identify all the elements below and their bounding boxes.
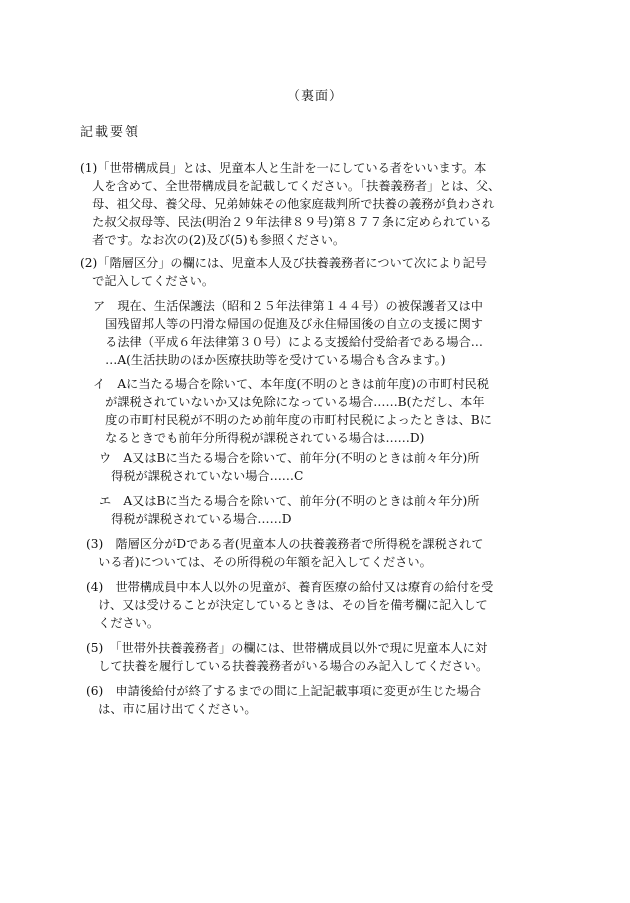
instruction-line: ください。 — [86, 616, 160, 630]
instruction-line: いる者)については、その所得税の年額を記入してください。 — [86, 555, 432, 569]
instruction-line: エ A又はBに当たる場合を除いて、前年分(不明のときは前々年分)所 — [99, 494, 480, 508]
instruction-line: (6) 申請後給付が終了するまでの間に上記記載事項に変更が生じた場合 — [86, 684, 482, 698]
instruction-line: 者です。なお次の(2)及び(5)も参照ください。 — [80, 233, 346, 247]
instruction-item-1 — [80, 159, 500, 249]
instruction-line: 得税が課税されている場合……D — [99, 512, 292, 526]
instructions-heading: 記載要領 — [80, 125, 141, 140]
instruction-line: 度の市町村民税が不明のため前年度の市町村民税によったときは、Bに — [93, 413, 492, 427]
instruction-line: 人を含めて、全世帯構成員を記載してください。「扶養義務者」とは、父、 — [80, 179, 501, 193]
instruction-item-2-u — [99, 449, 479, 485]
instruction-item-5 — [86, 639, 488, 675]
instruction-line: 国残留邦人等の円滑な帰国の促進及び永住帰国後の自立の支援に関す — [93, 317, 483, 331]
instruction-line: は、市に届け出てください。 — [86, 702, 257, 716]
instruction-item-2-e — [99, 492, 479, 528]
instruction-line: ア 現在、生活保護法（昭和２５年法律第１４４号）の被保護者又は中 — [93, 299, 483, 313]
instruction-item-3 — [86, 535, 483, 571]
instruction-line: (3) 階層区分がDである者(児童本人の扶養義務者で所得税を課税されて — [86, 537, 484, 551]
instruction-line: …A(生活扶助のほか医療扶助等を受けている場合も含みます。) — [93, 353, 446, 367]
instruction-item-4 — [86, 578, 493, 632]
instruction-line: (4) 世帯構成員中本人以外の児童が、養育医療の給付又は療育の給付を受 — [86, 580, 494, 594]
instruction-line: (5) 「世帯外扶養義務者」の欄には、世帯構成員以外で現に児童本人に対 — [86, 641, 488, 655]
instruction-line: (2)「階層区分」の欄には、児童本人及び扶養義務者について次により記号 — [80, 256, 488, 270]
reverse-side-label: （裏面） — [286, 89, 343, 104]
instruction-line: ウ A又はBに当たる場合を除いて、前年分(不明のときは前々年分)所 — [99, 451, 480, 465]
instruction-line: (1)「世帯構成員」とは、児童本人と生計を一にしている者をいいます。本 — [80, 161, 487, 175]
instruction-line: た叔父叔母等、民法(明治２９年法律８９号)第８７７条に定められている — [80, 215, 492, 229]
instruction-line: 母、祖父母、養父母、兄弟姉妹その他家庭裁判所で扶養の義務が負わされ — [80, 197, 495, 211]
instruction-line: して扶養を履行している扶養義務者がいる場合のみ記入してください。 — [86, 659, 489, 673]
instruction-item-2-a — [93, 297, 483, 369]
instruction-line: け、又は受けることが決定しているときは、その旨を備考欄に記入して — [86, 598, 488, 612]
instruction-line: 得税が課税されていない場合……C — [99, 469, 304, 483]
instruction-item-6 — [86, 682, 481, 718]
instruction-item-2-i — [93, 375, 492, 447]
instruction-line: が課税されていないか又は免除になっている場合……B(ただし、本年 — [93, 395, 485, 409]
instruction-item-2 — [80, 254, 487, 290]
instruction-line: る法律（平成６年法律第３０号）による支援給付受給者である場合… — [93, 335, 483, 349]
instruction-line: なるときでも前年分所得税が課税されている場合は……D) — [93, 431, 425, 445]
instruction-line: で記入してください。 — [80, 274, 215, 288]
instruction-line: イ Aに当たる場合を除いて、本年度(不明のときは前年度)の市町村民税 — [93, 377, 489, 391]
